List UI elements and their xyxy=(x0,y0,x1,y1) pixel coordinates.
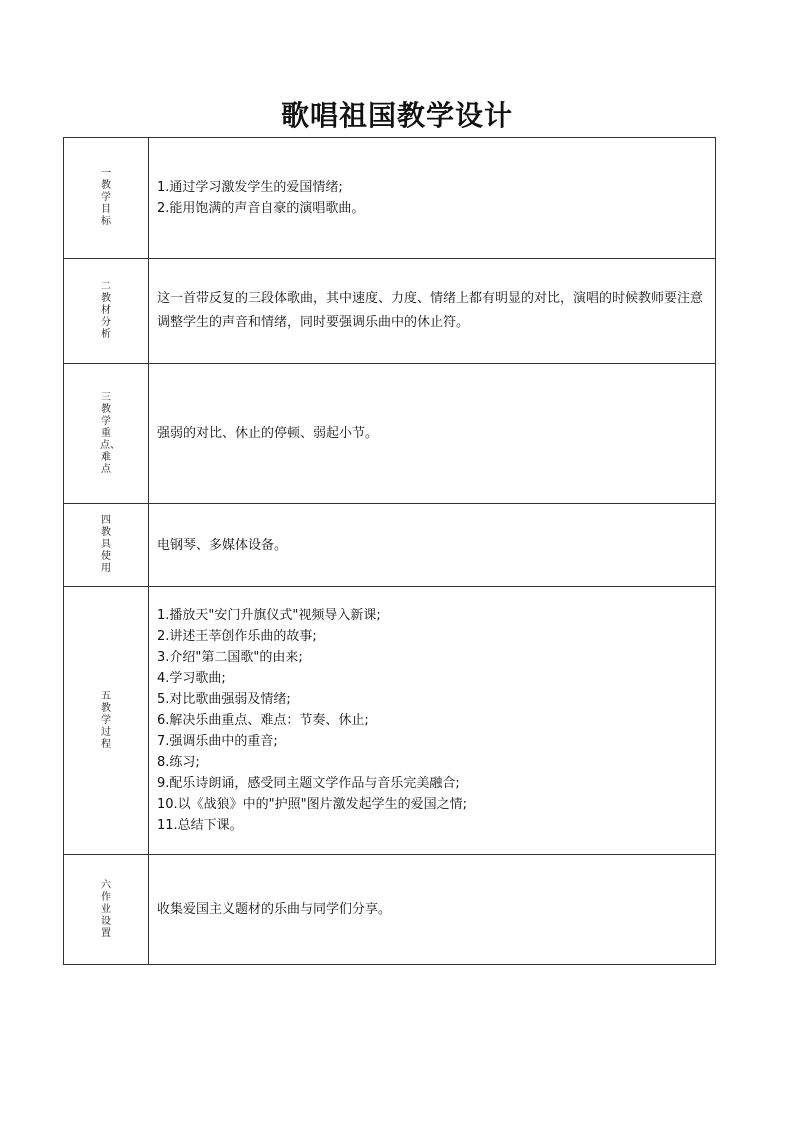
content-line: 2.讲述王莘创作乐曲的故事; xyxy=(157,629,317,644)
section-label-cell xyxy=(64,504,149,587)
section-content-cell xyxy=(149,587,716,855)
table-row-key-points xyxy=(64,364,716,504)
section-label: 一教学目标 xyxy=(101,168,111,227)
content-line: 1.播放天"安门升旗仪式"视频导入新课; xyxy=(157,608,381,623)
lesson-plan-table xyxy=(63,137,716,965)
content-line: 10.以《战狼》中的"护照"图片激发起学生的爱国之情; xyxy=(157,797,468,812)
table-row-material-analysis xyxy=(64,259,716,364)
content-line: 2.能用饱满的声音自豪的演唱歌曲。 xyxy=(157,201,365,216)
content-line: 5.对比歌曲强弱及情绪; xyxy=(157,692,291,707)
section-content-cell xyxy=(149,138,716,259)
section-content-cell xyxy=(149,504,716,587)
page-title: 歌唱祖国教学设计 xyxy=(280,99,513,132)
content-line: 7.强调乐曲中的重音; xyxy=(157,734,278,749)
section-label: 三教学重点、难点 xyxy=(100,391,120,475)
table-row-teaching-goals xyxy=(64,138,716,259)
content-line: 收集爱国主义题材的乐曲与同学们分享。 xyxy=(157,902,392,917)
section-label: 二教材分析 xyxy=(101,281,111,340)
content-line: 1.通过学习激发学生的爱国情绪; xyxy=(157,180,343,195)
content-line: 强弱的对比、休止的停顿、弱起小节。 xyxy=(157,426,379,441)
section-label-cell xyxy=(64,259,149,364)
section-label-cell xyxy=(64,138,149,259)
content-line: 电钢琴、多媒体设备。 xyxy=(157,537,288,553)
content-line: 11.总结下课。 xyxy=(157,818,243,833)
table-row-teaching-aids xyxy=(64,504,716,587)
section-label-cell xyxy=(64,364,149,504)
content-line: 4.学习歌曲; xyxy=(157,671,226,686)
section-label: 五教学过程 xyxy=(101,690,111,750)
content-line: 6.解决乐曲重点、难点：节奏、休止; xyxy=(157,713,369,728)
content-line: 8.练习; xyxy=(157,755,200,770)
section-content-cell xyxy=(149,855,716,965)
section-content-cell xyxy=(149,259,716,364)
content-paragraph: 这一首带反复的三段体歌曲，其中速度、力度、情绪上都有明显的对比，演唱的时候教师要注意调整学生的声音和情绪，同时要强调乐曲中的休止符。 xyxy=(157,291,704,330)
table-row-teaching-process xyxy=(64,587,716,855)
table-row-homework xyxy=(64,855,716,965)
section-content-cell xyxy=(149,364,716,504)
section-label: 四教具使用 xyxy=(101,515,111,574)
content-line: 9.配乐诗朗诵，感受同主题文学作品与音乐完美融合; xyxy=(157,776,460,791)
section-label-cell xyxy=(64,587,149,855)
section-label-cell xyxy=(64,855,149,965)
section-label: 六作业设置 xyxy=(101,879,111,939)
content-line: 3.介绍"第二国歌"的由来; xyxy=(157,650,303,665)
